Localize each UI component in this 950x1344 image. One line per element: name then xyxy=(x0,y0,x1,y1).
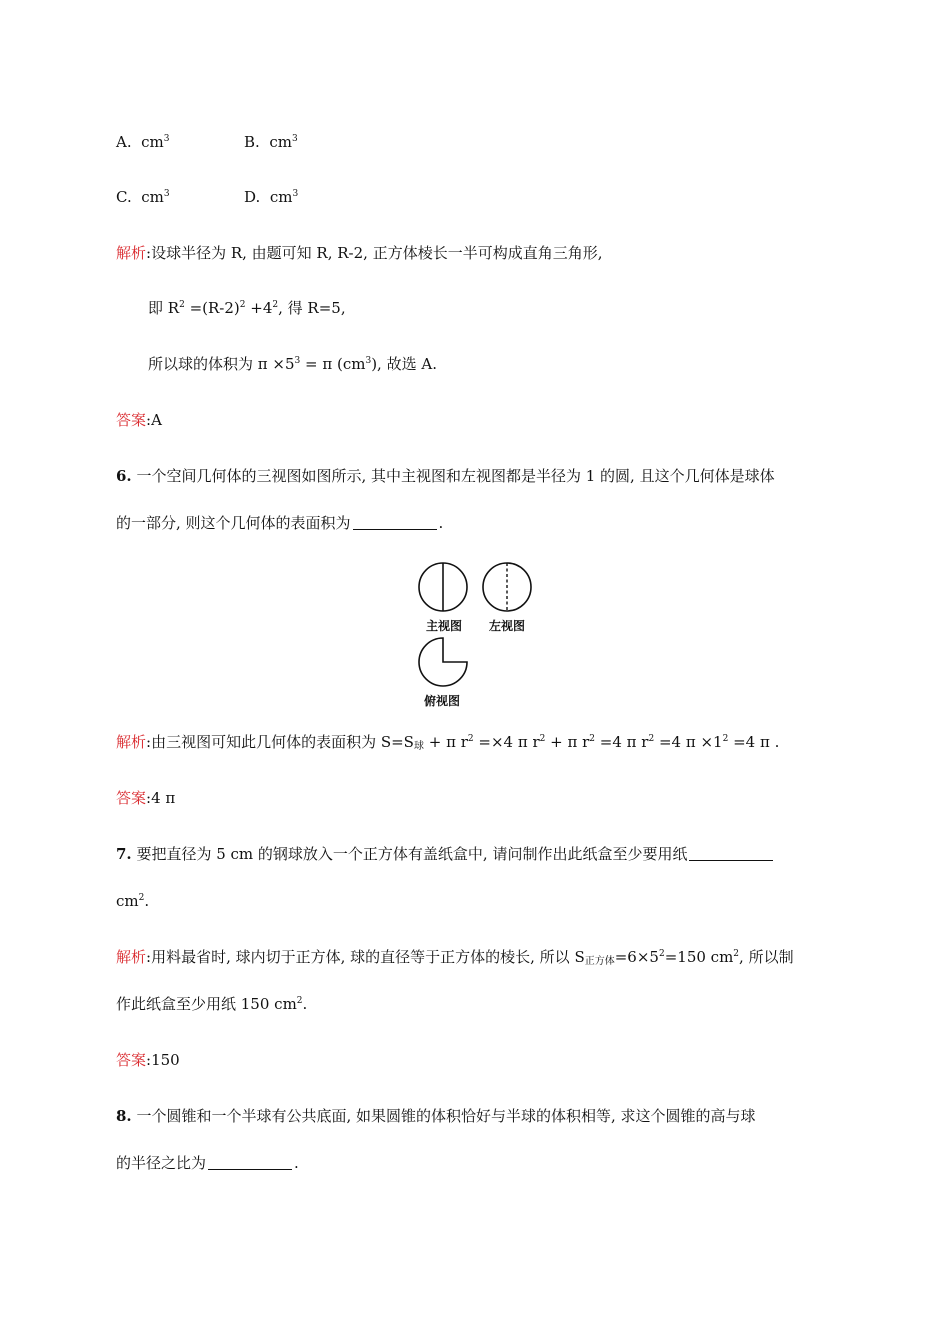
top-view-label: 俯视图 xyxy=(424,694,461,708)
q6-answer: 答案:4 π xyxy=(116,789,176,807)
q8-text-line2: 的半径之比为 . xyxy=(116,1154,299,1172)
side-view-circle xyxy=(483,563,531,611)
analysis-label: 解析 xyxy=(116,244,147,262)
q6-text-line2: 的一部分, 则这个几何体的表面积为 . xyxy=(116,514,444,532)
answer-label: 答案 xyxy=(116,411,147,429)
answer-label: 答案 xyxy=(116,789,147,807)
q7-answer: 答案:150 xyxy=(116,1051,180,1069)
q8-text-line1: 8. 一个圆锥和一个半球有公共底面, 如果圆锥的体积恰好与半球的体积相等, 求这个圆锥的高与球 xyxy=(116,1107,756,1125)
option-a: A. $cm^3$ xyxy=(116,133,170,151)
analysis-label: 解析 xyxy=(116,733,147,751)
q5-analysis-line1: 解析:设球半径为 R, 由题可知 R, R-2, 正方体棱长一半可构成直角三角形, xyxy=(116,244,603,262)
answer-label: 答案 xyxy=(116,1051,147,1069)
top-view-shape xyxy=(419,638,467,686)
q6-text-line1: 6. 一个空间几何体的三视图如图所示, 其中主视图和左视图都是半径为 1 的圆, 且这个几何体是球体 xyxy=(116,467,775,485)
answer-blank[interactable] xyxy=(353,515,437,530)
analysis-label: 解析 xyxy=(116,948,147,966)
q5-answer: 答案:A xyxy=(116,411,162,429)
option-d: D. $cm^3$ xyxy=(244,188,299,206)
option-b: B. $cm^3$ xyxy=(244,133,298,151)
answer-blank[interactable] xyxy=(208,1155,292,1170)
answer-blank[interactable] xyxy=(689,846,773,861)
q7-text-line1: 7. 要把直径为 5 cm 的钢球放入一个正方体有盖纸盒中, 请问制作出此纸盒至少要用纸 xyxy=(116,844,775,864)
q7-analysis-line1: 解析:用料最省时, 球内切于正方体, 球的直径等于正方体的棱长, 所以 $S_{正方体}=6\times 5^2=150$ $cm^2$, 所以制 xyxy=(116,948,794,967)
front-view-label: 主视图 xyxy=(426,619,463,633)
q5-analysis-line3: 所以球的体积为 $\pi \times 5^3 = \pi$ $(cm^3)$, 故选 A. xyxy=(148,355,437,373)
q6-analysis: 解析:由三视图可知此几何体的表面积为 $S=S_球 + \pi$ $r^2 =\times 4$ π $r^2 + \pi$ $r^2 =4$ π $r^2 =4$ $\pi \times 1^2 =4$ π . xyxy=(116,733,780,752)
q7-text-line2: $cm^2$. xyxy=(116,892,150,910)
side-view-label: 左视图 xyxy=(489,619,526,633)
q7-analysis-line2: 作此纸盒至少用纸 150 $cm^2$. xyxy=(116,995,308,1013)
front-view-circle xyxy=(419,563,467,611)
option-c: C. $cm^3$ xyxy=(116,188,170,206)
q5-analysis-line2: 即 $R^2 =(R-2)^2 +4^2$, 得 R=5, xyxy=(148,299,346,317)
